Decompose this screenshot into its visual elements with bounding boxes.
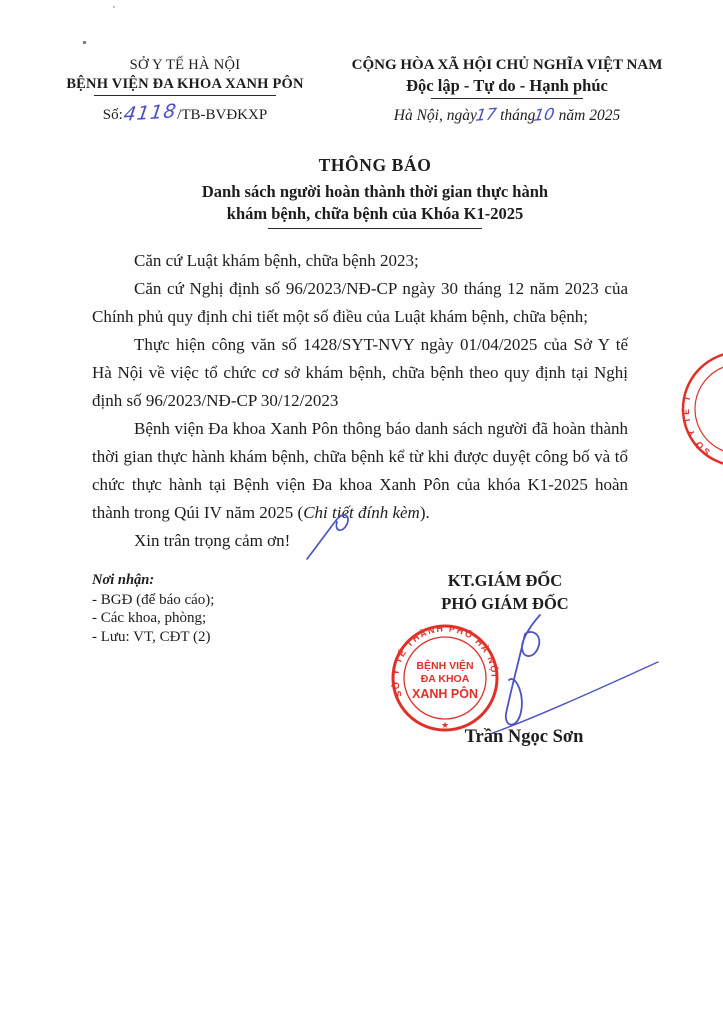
subtitle-underline [268, 228, 482, 229]
edge-stamp-partial [677, 347, 723, 473]
signer-name: Trần Ngọc Sơn [464, 727, 584, 747]
date-month-label: tháng [500, 107, 536, 124]
notice-subtitle-line2: khám bệnh, chữa bệnh của Khóa K1-2025 [226, 204, 524, 223]
recipient-item: - Các khoa, phòng; [92, 610, 207, 626]
date-day-handwritten: 17 [474, 104, 498, 125]
document-number-label: Số: [102, 107, 123, 123]
signature-position-line1: KT.GIÁM ĐỐC [447, 571, 563, 590]
paragraph-legal-basis-2: Căn cứ Nghị định số 96/2023/NĐ-CP ngày 30 tháng 12 năm 2023 của Chính phủ quy định chi tiết một số điều của Luật khám bệnh, chữa bệnh; [92, 279, 628, 326]
motto-underline [431, 98, 583, 99]
org-name: BỆNH VIỆN ĐA KHOA XANH PÔN [66, 76, 304, 92]
stamp-center-line1: BỆNH VIỆN [416, 660, 474, 672]
date-place-prefix: Hà Nội, ngày [393, 107, 477, 124]
svg-text:SỞ Y TẾ T [681, 392, 712, 457]
national-motto-line2: Độc lập - Tự do - Hạnh phúc [406, 76, 608, 95]
document-body [92, 247, 628, 555]
national-motto-line1: CỘNG HÒA XÃ HỘI CHỦ NGHĨA VIỆT NAM [351, 57, 663, 73]
document-number-handwritten: 4118 [121, 100, 179, 126]
signature-position-line2: PHÓ GIÁM ĐỐC [441, 594, 569, 613]
date-line [342, 105, 672, 125]
scan-artifact-speck [113, 6, 115, 8]
title-block [92, 155, 658, 229]
org-name-underline [94, 95, 276, 96]
date-year: năm 2025 [558, 107, 621, 124]
paragraph-announcement [92, 415, 628, 527]
document-number-suffix: /TB-BVĐKXP [177, 107, 268, 123]
attachment-note-italic: Chi tiết đính kèm [303, 503, 420, 522]
recipient-item: - BGĐ (để báo cáo); [92, 591, 215, 608]
header-left-block [40, 57, 330, 124]
announcement-text: Bệnh viện Đa khoa Xanh Pôn thông báo danh sách người đã hoàn thành thời gian thực hành khám bệnh, chữa bệnh kể từ khi được duyệt công bố và tổ chức thực hành tại Bệnh viện Đa khoa Xanh Pôn của khóa K1-2025 hoàn thành trong Qúi IV năm 2025 ( [92, 419, 628, 522]
stamp-center-line3: XANH PÔN [412, 687, 478, 701]
notice-subtitle [92, 181, 658, 225]
date-month-handwritten: 10 [532, 104, 557, 125]
scan-artifact-speck [83, 41, 86, 44]
pen-flourish-mark [300, 512, 358, 562]
document-number-line [40, 102, 330, 124]
org-parent-name: SỞ Y TẾ HÀ NỘI [129, 57, 241, 73]
notice-subtitle-line1: Danh sách người hoàn thành thời gian thực hành [201, 182, 549, 201]
recipients-block [92, 571, 214, 646]
closing-line: Xin trân trọng cảm ơn! [134, 531, 291, 550]
notice-title: THÔNG BÁO [318, 155, 432, 175]
stamp-center-line2: ĐA KHOA [420, 673, 470, 685]
header-right-block [342, 57, 672, 125]
recipients-label: Nơi nhận: [92, 572, 155, 588]
announcement-text-end: ). [419, 503, 430, 522]
edge-stamp-rim-text: SỞ Y TẾ T [680, 392, 712, 458]
recipient-item: - Lưu: VT, CĐT (2) [92, 628, 211, 645]
paragraph-legal-basis-3: Thực hiện công văn số 1428/SYT-NVY ngày 01/04/2025 của Sở Y tế Hà Nội về việc tổ chức cơ sở khám bệnh, chữa bệnh theo quy định tại Nghị định số 96/2023/NĐ-CP 30/12/2023 [92, 335, 628, 410]
paragraph-legal-basis-1: Căn cứ Luật khám bệnh, chữa bệnh 2023; [134, 251, 419, 270]
stamp-star-icon: ★ [440, 720, 450, 730]
stamp-rim-text: SỞ Y TẾ THÀNH PHỐ HÀ NỘI [390, 623, 500, 699]
